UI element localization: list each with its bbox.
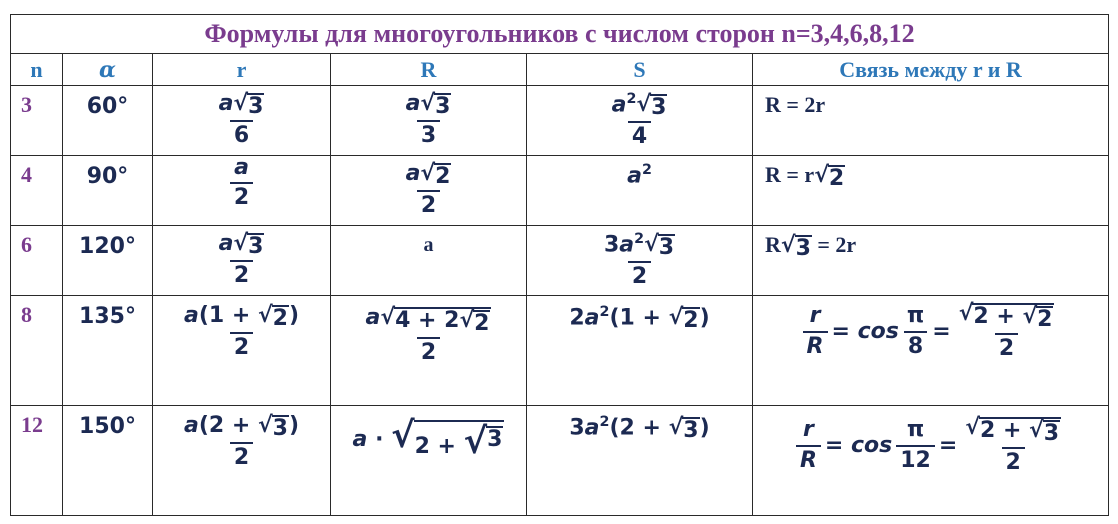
cell-angle: 60° xyxy=(63,86,153,156)
formula-r-4: $\frac{a}{2}$ xyxy=(153,156,331,226)
formula-S-4: $a^2$ xyxy=(527,156,753,226)
table-row xyxy=(11,226,1109,296)
formula-relation-6: R √ 3 = 2r xyxy=(753,226,1109,296)
formula-r-8: a(1 + √ 2 ) 2 xyxy=(153,296,331,406)
formula-r-3: a √ 3 6 xyxy=(153,86,331,156)
cell-angle: 90° xyxy=(63,156,153,226)
table-row xyxy=(11,156,1109,226)
table-row xyxy=(11,296,1109,406)
cell-n: 8 xyxy=(11,296,63,406)
header-n: n xyxy=(11,54,63,86)
formula-relation-8: $\frac{r}{R}$ = cos $\frac{\pi}{8}$ = √ 2 + √ 2 2 xyxy=(753,296,1109,406)
formula-S-6: $3a^2$ √ 3 2 xyxy=(527,226,753,296)
cell-angle: 150° xyxy=(63,406,153,516)
cell-n: 4 xyxy=(11,156,63,226)
cell-n: 12 xyxy=(11,406,63,516)
formula-R-3: a √ 3 3 xyxy=(331,86,527,156)
formula-S-8: $2a^2(1$ + √ 2 ) xyxy=(527,296,753,406)
header-alpha: α xyxy=(63,54,153,86)
formula-r-6: a √ 3 2 xyxy=(153,226,331,296)
table-row xyxy=(11,406,1109,516)
formula-S-12: $3a^2(2$ + √ 3 ) xyxy=(527,406,753,516)
formula-R-4: a √ 2 2 xyxy=(331,156,527,226)
header-relation: Связь между r и R xyxy=(753,54,1109,86)
header-r: r xyxy=(153,54,331,86)
formula-R-6: a xyxy=(331,226,527,296)
table-title: Формулы для многоугольников с числом сторон n=3,4,6,8,12 xyxy=(11,15,1109,54)
formula-relation-3: R = 2r xyxy=(753,86,1109,156)
formula-R-8: a √ 4 + 2 √ 2 2 xyxy=(331,296,527,406)
formula-relation-4: R = r √ 2 xyxy=(753,156,1109,226)
header-S: S xyxy=(527,54,753,86)
polygon-formulas-table xyxy=(10,14,1109,516)
table-row xyxy=(11,86,1109,156)
cell-n: 3 xyxy=(11,86,63,156)
formula-relation-12: $\frac{r}{R}$ = cos $\frac{\pi}{12}$ = √ 2 + √ 3 2 xyxy=(753,406,1109,516)
formula-S-3: $a^2$ √ 3 4 xyxy=(527,86,753,156)
cell-angle: 120° xyxy=(63,226,153,296)
formula-r-12: a(2 + √ 3 ) 2 xyxy=(153,406,331,516)
cell-n: 6 xyxy=(11,226,63,296)
header-R: R xyxy=(331,54,527,86)
formula-R-12: a · √ 2 + √ 3 xyxy=(331,406,527,516)
cell-angle: 135° xyxy=(63,296,153,406)
